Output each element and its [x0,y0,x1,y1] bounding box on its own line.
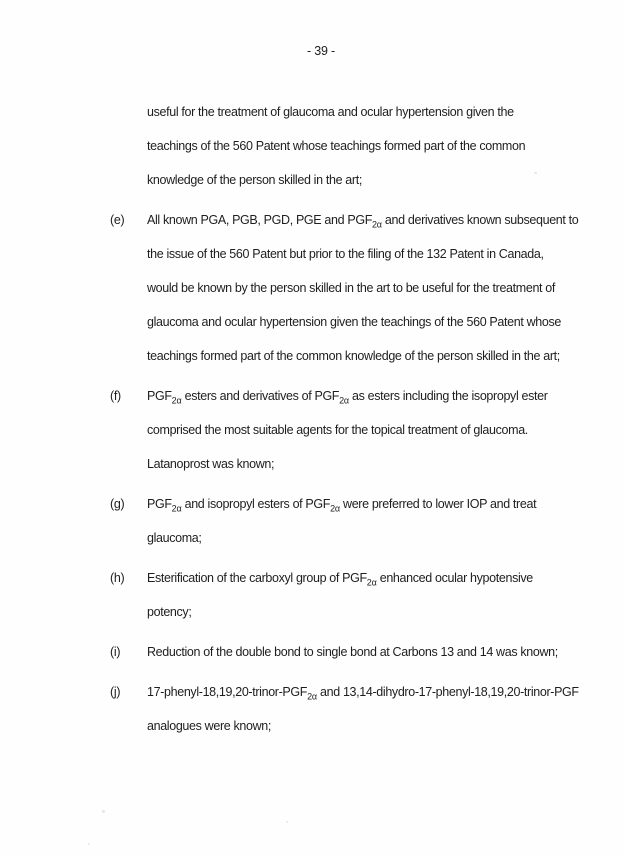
paragraph [110,95,624,197]
paragraph-label: (j) [110,685,121,699]
text-segment: Reduction of the double bond to single bond at Carbons 13 and 14 was known; [147,645,558,659]
paragraph [110,675,624,743]
subscript-text: 2α [307,691,317,702]
paragraph-line [147,635,558,669]
text-segment: Latanoprost was known; [147,457,275,471]
text-segment: knowledge of the person skilled in the art; [147,173,362,187]
paragraph-label: (e) [110,213,125,227]
subscript-text: 2α [339,395,349,406]
paragraph-lines [147,561,533,629]
subscript-text: 2α [171,503,182,514]
paragraph [110,379,624,481]
paragraph-line [147,203,578,237]
text-segment: and derivatives known subsequent to [381,213,579,227]
text-segment: comprised the most suitable agents for the topical treatment of glaucoma. [147,423,528,437]
paragraph [110,561,624,629]
paragraph-line [147,413,548,447]
paragraph-lines [147,487,536,555]
paragraph-line [147,521,536,555]
paragraph-line [147,305,578,339]
text-segment: were preferred to lower IOP and treat [339,497,537,511]
text-segment: and 13,14-dihydro-17-phenyl-18,19,20-trinor-PGF [316,685,579,699]
text-segment: teachings formed part of the common knowledge of the person skilled in the art; [147,349,560,363]
subscript-text: 2α [171,395,182,406]
paragraph-line [147,379,548,413]
paragraph-line [147,675,579,709]
paragraph-line [147,339,578,373]
paragraph-line [147,95,525,129]
paragraph-lines [147,379,548,481]
paragraph-label: (f) [110,389,121,403]
paragraph-line [147,271,578,305]
text-segment: PGF [147,497,172,511]
scan-speckle [534,172,537,174]
paragraph-line [147,487,536,521]
paragraph-label [110,95,147,197]
paragraph-lines [147,203,578,373]
text-segment: enhanced ocular hypotensive [376,571,533,585]
text-segment: All known PGA, PGB, PGD, PGE and PGF [147,213,372,227]
text-segment: would be known by the person skilled in the art to be useful for the treatment of [147,281,556,295]
text-segment: the issue of the 560 Patent but prior to the filing of the 132 Patent in Canada, [147,247,544,261]
scan-speckle [286,821,288,823]
paragraph-lines [147,95,525,197]
paragraph-label: (i) [110,645,121,659]
text-segment: Esterification of the carboxyl group of PGF [147,571,367,585]
paragraph-label: (h) [110,571,125,585]
document-body [110,95,624,749]
text-segment: as esters including the isopropyl ester [348,389,548,403]
text-segment: glaucoma; [147,531,202,545]
scan-speckle [88,843,90,845]
subscript-text: 2α [330,503,340,514]
paragraph-lines [147,675,579,743]
text-segment: useful for the treatment of glaucoma and ocular hypertension given the [147,105,514,119]
paragraph-line [147,447,548,481]
paragraph-line [147,709,579,743]
paragraph-label: (g) [110,497,125,511]
paragraph-line [147,595,533,629]
text-segment: 17-phenyl-18,19,20-trinor-PGF [147,685,308,699]
text-segment: esters and derivatives of PGF [181,389,340,403]
paragraph [110,635,624,669]
paragraph-line [147,561,533,595]
subscript-text: 2α [366,577,377,588]
text-segment: PGF [147,389,172,403]
subscript-text: 2α [372,219,382,230]
text-segment: and isopropyl esters of PGF [181,497,331,511]
paragraph-line [147,163,525,197]
paragraph-lines [147,635,558,669]
text-segment: glaucoma and ocular hypertension given the teachings of the 560 Patent whose [147,315,561,329]
text-segment: analogues were known; [147,719,271,733]
page-number: - 39 - [307,44,335,58]
paragraph-line [147,129,525,163]
text-segment: potency; [147,605,192,619]
paragraph [110,487,624,555]
text-segment: teachings of the 560 Patent whose teachings formed part of the common [147,139,526,153]
paragraph-line [147,237,578,271]
scan-speckle [102,810,105,813]
paragraph [110,203,624,373]
